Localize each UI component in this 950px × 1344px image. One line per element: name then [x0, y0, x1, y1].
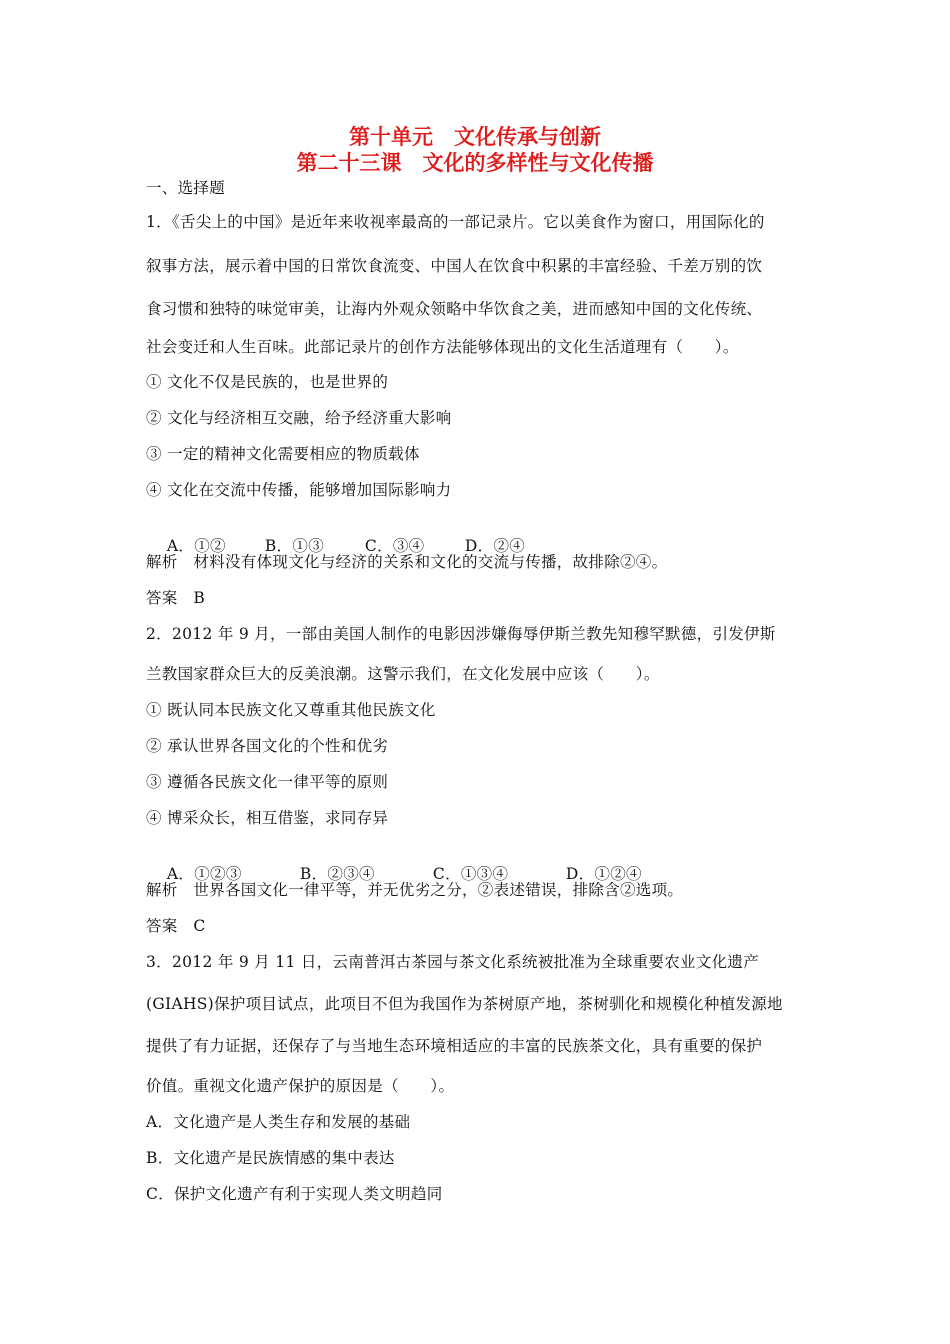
q2-option-a: A．①②③	[166, 865, 242, 883]
q1-option-a: A．①②	[166, 537, 226, 555]
q3-stem-line: 提供了有力证据，还保存了与当地生态环境相适应的丰富的民族茶文化，具有重要的保护	[146, 1037, 763, 1055]
q2-stem-line: 兰教国家群众巨大的反美浪潮。这警示我们，在文化发展中应该（ ）。	[146, 665, 660, 683]
q3-option-a: A．文化遗产是人类生存和发展的基础	[146, 1113, 411, 1131]
q1-stem-line: 社会变迁和人生百味。此部记录片的创作方法能够体现出的文化生活道理有（ ）。	[146, 338, 739, 356]
q2-item: ① 既认同本民族文化又尊重其他民族文化	[146, 701, 436, 719]
q1-stem-line: 叙事方法，展示着中国的日常饮食流变、中国人在饮食中积累的丰富经验、千差万别的饮	[146, 257, 763, 275]
q2-item: ④ 博采众长，相互借鉴，求同存异	[146, 809, 389, 827]
q2-option-d: D．①②④	[565, 865, 642, 883]
q1-option-b: B．①③	[264, 537, 325, 555]
q2-item: ② 承认世界各国文化的个性和优劣	[146, 737, 389, 755]
q2-option-c: C．①③④	[432, 865, 509, 883]
q2-item: ③ 遵循各民族文化一律平等的原则	[146, 773, 389, 791]
q3-stem-line: 价值。重视文化遗产保护的原因是（ ）。	[146, 1077, 455, 1095]
q1-answer: 答案 B	[146, 589, 206, 607]
q1-option-d: D．②④	[464, 537, 526, 555]
q1-item: ② 文化与经济相互交融，给予经济重大影响	[146, 409, 452, 427]
q1-analysis: 解析 材料没有体现文化与经济的关系和文化的交流与传播，故排除②④。	[146, 553, 668, 571]
q1-item: ① 文化不仅是民族的，也是世界的	[146, 373, 389, 391]
q2-analysis: 解析 世界各国文化一律平等，并无优劣之分，②表述错误，排除含②选项。	[146, 881, 684, 899]
q2-answer: 答案 C	[146, 917, 206, 935]
q3-option-b: B．文化遗产是民族情感的集中表达	[146, 1149, 395, 1167]
section-heading: 一、选择题	[146, 179, 226, 197]
q1-item: ③ 一定的精神文化需要相应的物质载体	[146, 445, 420, 463]
q3-option-c: C．保护文化遗产有利于实现人类文明趋同	[146, 1185, 443, 1203]
q2-stem-line: 2．2012 年 9 月，一部由美国人制作的电影因涉嫌侮辱伊斯兰教先知穆罕默德，引发伊斯	[146, 625, 776, 643]
q1-option-c: C．③④	[364, 537, 425, 555]
q3-stem-line: 3．2012 年 9 月 11 日，云南普洱古茶园与茶文化系统被批准为全球重要农业文化遗产	[146, 953, 760, 971]
unit-title: 第十单元 文化传承与创新	[349, 125, 601, 149]
q1-stem-line: 食习惯和独特的味觉审美，让海内外观众领略中华饮食之美，进而感知中国的文化传统、	[146, 300, 763, 318]
lesson-title: 第二十三课 文化的多样性与文化传播	[296, 151, 654, 175]
q3-stem-line: (GIAHS)保护项目试点，此项目不但为我国作为茶树原产地，茶树驯化和规模化种植发源地	[146, 995, 783, 1013]
q2-option-b: B．②③④	[299, 865, 375, 883]
q1-item: ④ 文化在交流中传播，能够增加国际影响力	[146, 481, 452, 499]
q1-stem-line: 1．《舌尖上的中国》是近年来收视率最高的一部记录片。它以美食作为窗口，用国际化的	[146, 213, 765, 231]
